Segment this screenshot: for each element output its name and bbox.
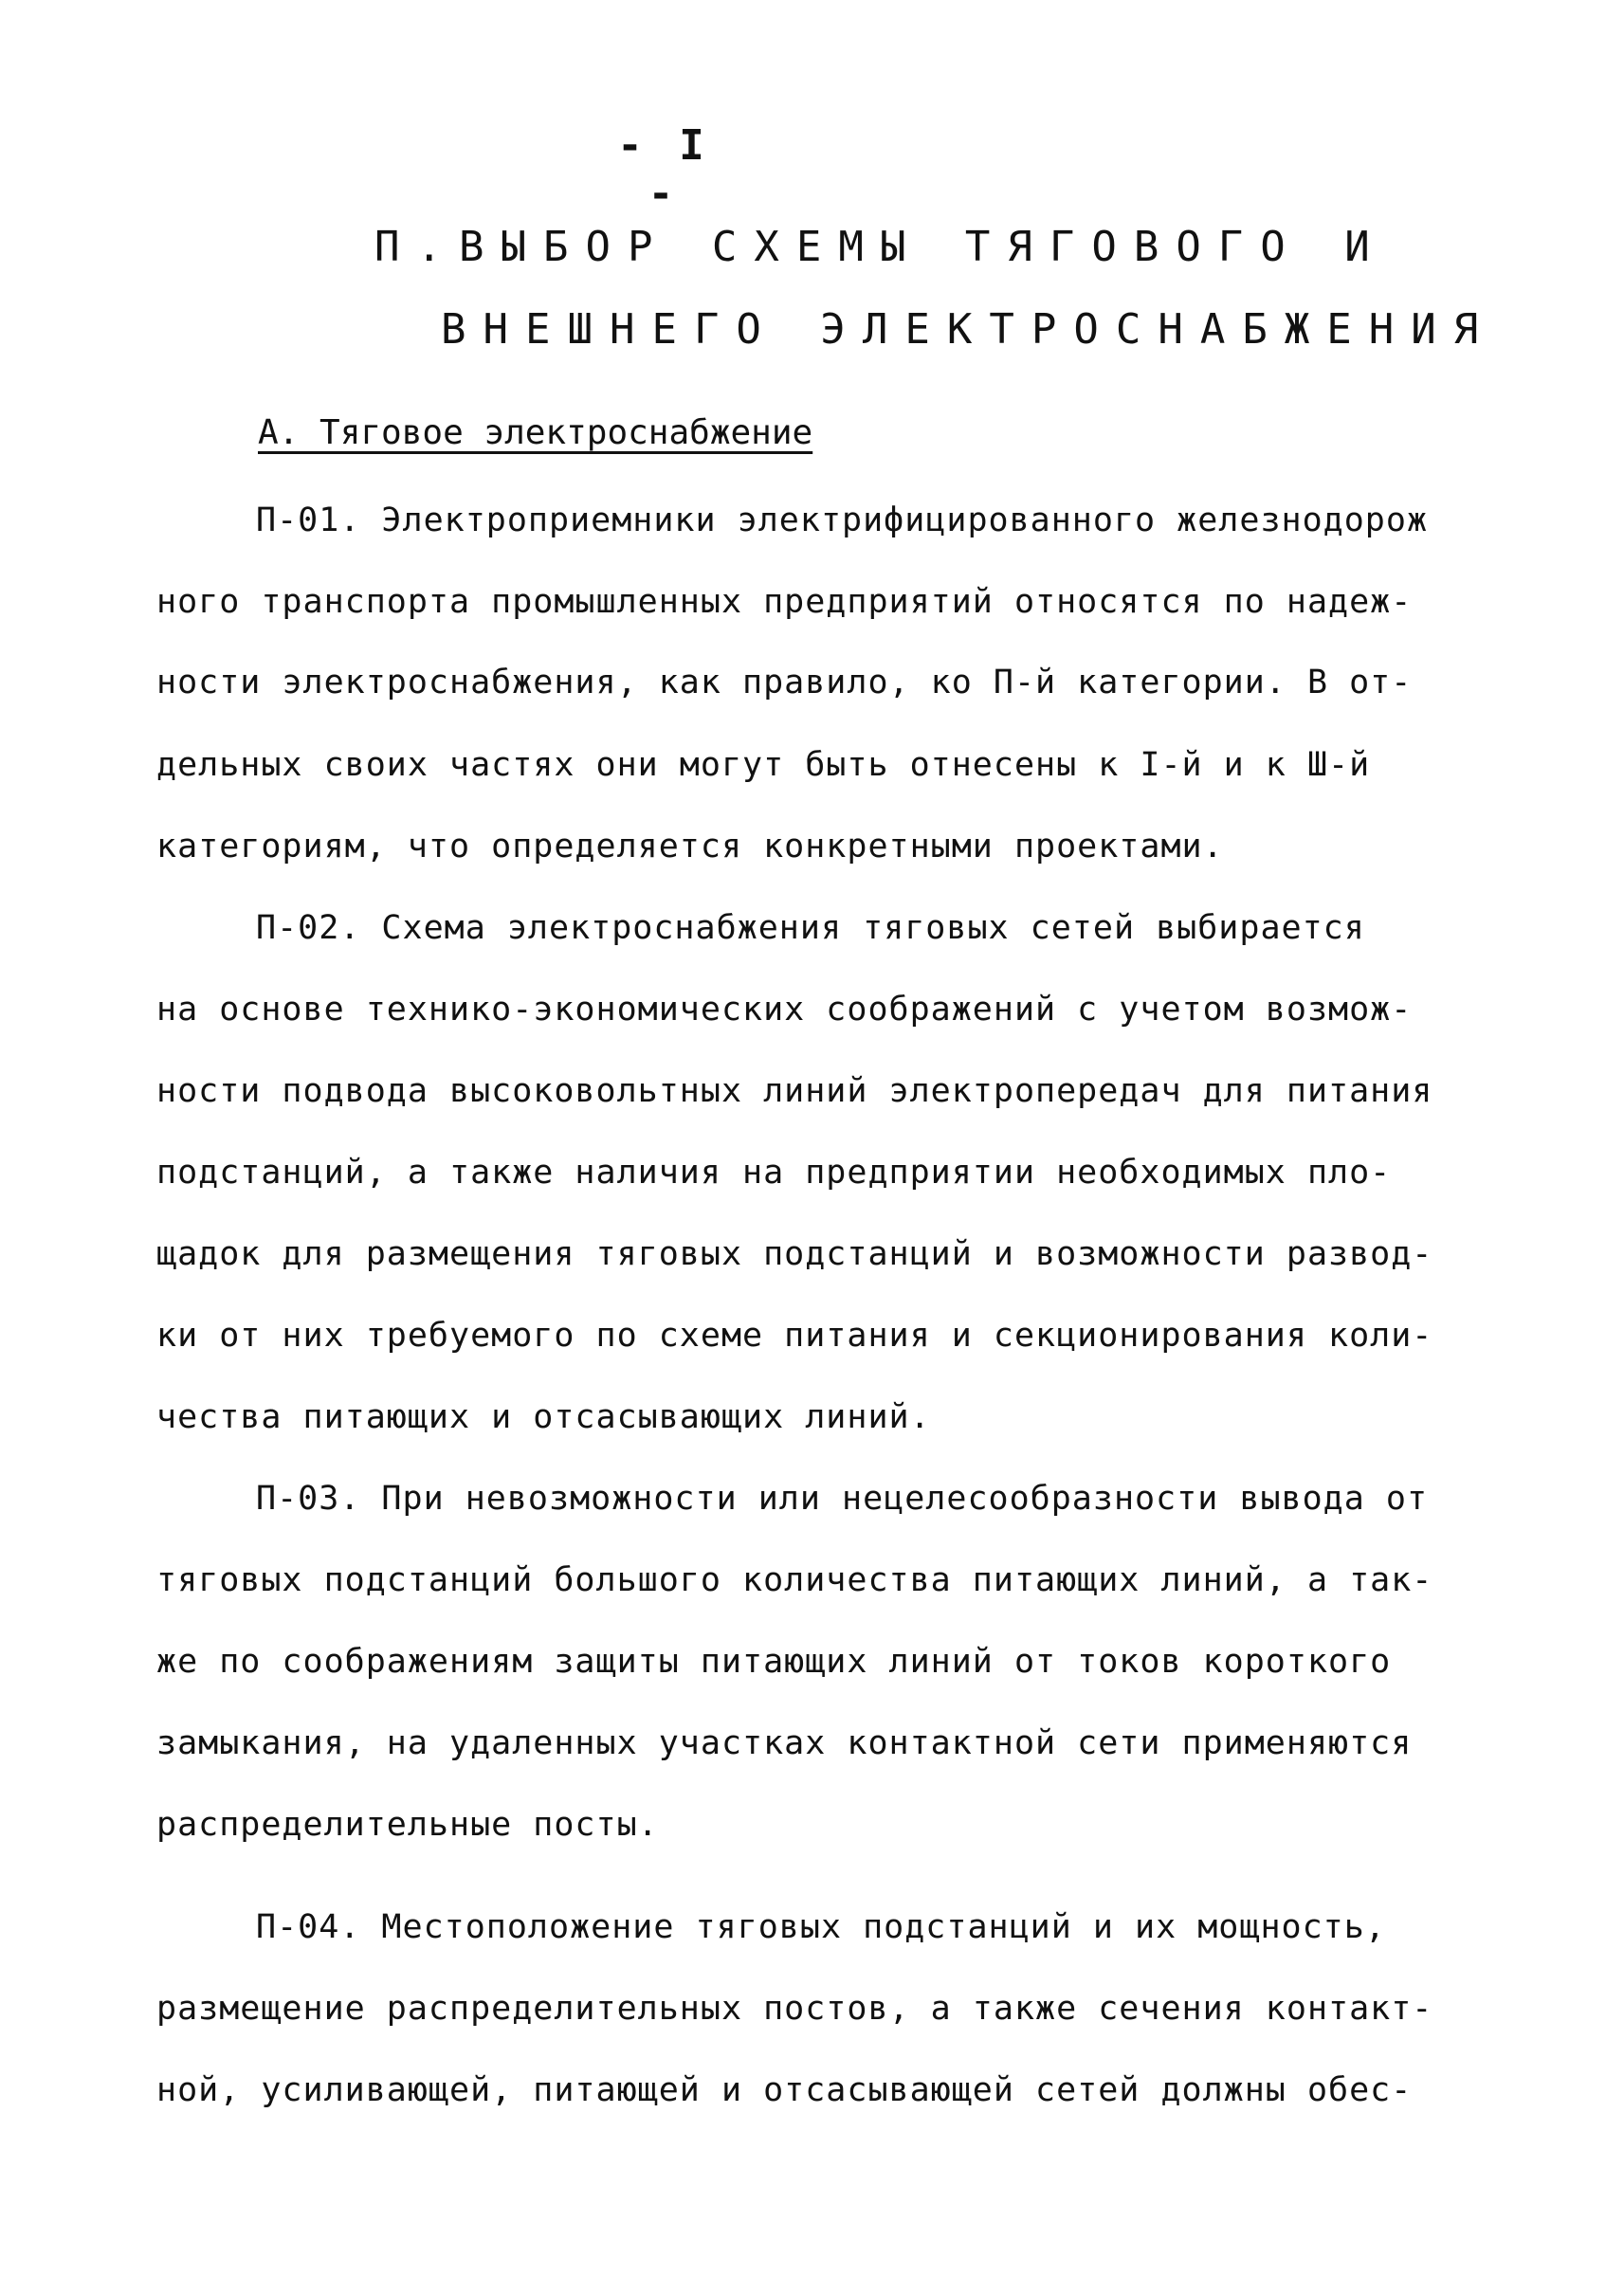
paragraph-line: подстанций, а также наличия на предприятии необходимых пло- <box>156 1154 1392 1192</box>
paragraph-line: ности электроснабжения, как правило, ко П-й категории. В от- <box>156 664 1413 701</box>
paragraph-line: П-01. Электроприемники электрифицированного железнодорож <box>256 501 1429 539</box>
page-number: - I - <box>617 121 710 218</box>
paragraph-line: тяговых подстанций большого количества питающих линий, а так- <box>156 1561 1433 1599</box>
paragraph-line: П-02. Схема электроснабжения тяговых сетей выбирается <box>256 909 1365 947</box>
paragraph-line: распределительные посты. <box>156 1806 659 1844</box>
paragraph-line: размещение распределительных постов, а также сечения контакт- <box>156 1990 1433 2028</box>
paragraph-line: замыкания, на удаленных участках контактной сети применяются <box>156 1724 1413 1762</box>
paragraph-line: щадок для размещения тяговых подстанций и возможности развод- <box>156 1235 1433 1273</box>
paragraph-line: ного транспорта промышленных предприятий относятся по надеж- <box>156 583 1413 621</box>
paragraph-line: ной, усиливающей, питающей и отсасывающей сетей должны обес- <box>156 2071 1413 2109</box>
paragraph-line: П-03. При невозможности или нецелесообразности вывода от <box>256 1480 1429 1518</box>
paragraph-line: категориям, что определяется конкретными проектами. <box>156 828 1224 865</box>
paragraph-line: на основе технико-экономических соображений с учетом возмож- <box>156 991 1413 1029</box>
paragraph-line: ки от них требуемого по схеме питания и секционирования коли- <box>156 1317 1433 1355</box>
paragraph-line: П-04. Местоположение тяговых подстанций и их мощность, <box>256 1908 1386 1946</box>
paragraph-line: чества питающих и отсасывающих линий. <box>156 1398 931 1436</box>
chapter-title-line-2: ВНЕШНЕГО ЭЛЕКТРОСНАБЖЕНИЯ <box>441 305 1496 354</box>
chapter-title-line-1: П.ВЫБОР СХЕМЫ ТЯГОВОГО И <box>374 223 1387 271</box>
paragraph-line: ности подвода высоковольтных линий электропередач для питания <box>156 1072 1433 1110</box>
paragraph-line: же по соображениям защиты питающих линий от токов короткого <box>156 1643 1392 1681</box>
paragraph-line: дельных своих частях они могут быть отнесены к I-й и к Ш-й <box>156 746 1371 784</box>
section-heading: А. Тяговое электроснабжение <box>258 413 813 452</box>
